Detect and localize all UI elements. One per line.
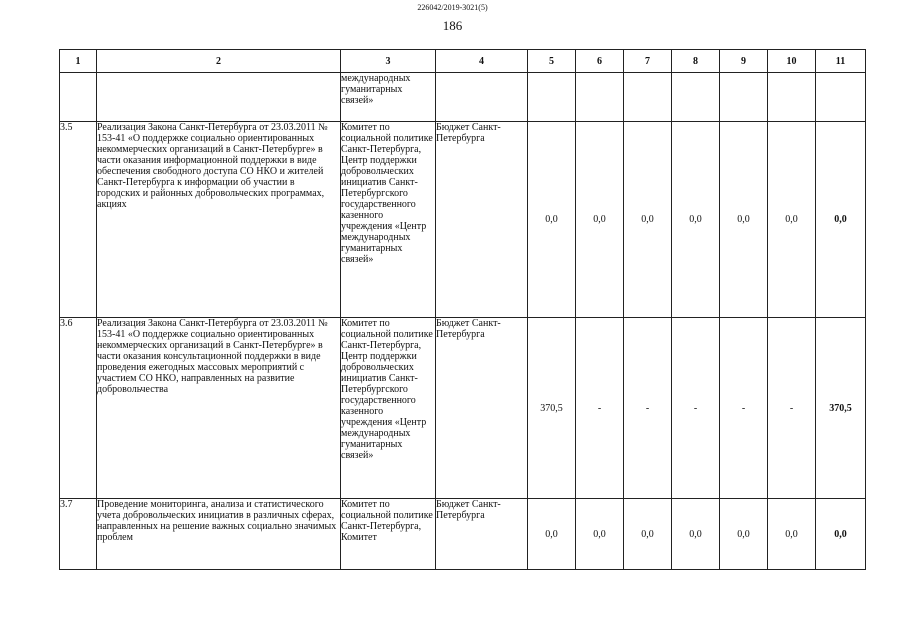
table-row	[60, 122, 866, 318]
activity-name: Реализация Закона Санкт-Петербурга от 23.03.2011 № 153-41 «О поддержке социально ориентированных некоммерческих организаций в Санкт-Петербурге» в части оказания консультационной поддержки в виде проведения ежегодных массовых мероприятий с участием СО НКО, направленных на развитие добровольчества	[97, 318, 341, 499]
column-header: 7	[624, 50, 672, 73]
value-cell: -	[720, 318, 768, 499]
program-table	[59, 49, 866, 570]
value-cell: -	[576, 318, 624, 499]
document-id: 226042/2019-3021(5)	[417, 3, 488, 12]
value-cell: 0,0	[624, 499, 672, 570]
column-header: 4	[436, 50, 528, 73]
funding-source: Бюджет Санкт-Петербурга	[436, 499, 528, 570]
total-cell: 0,0	[816, 122, 866, 318]
column-header: 10	[768, 50, 816, 73]
value-cell: 0,0	[528, 122, 576, 318]
row-number: 3.5	[60, 122, 97, 318]
value-cell: -	[768, 318, 816, 499]
page-number: 186	[442, 18, 463, 33]
executor-cell: Комитет по социальной политике Санкт-Петербурга, Комитет	[341, 499, 436, 570]
value-cell: 0,0	[576, 499, 624, 570]
table-row	[60, 499, 866, 570]
activity-name: Проведение мониторинга, анализа и статистического учета добровольческих инициатив в различных сферах, направленных на решение важных социально значимых проблем	[97, 499, 341, 570]
column-header: 3	[341, 50, 436, 73]
column-header: 5	[528, 50, 576, 73]
table-row	[60, 318, 866, 499]
value-cell: 0,0	[528, 499, 576, 570]
column-header: 9	[720, 50, 768, 73]
activity-name: Реализация Закона Санкт-Петербурга от 23.03.2011 № 153-41 «О поддержке социально ориентированных некоммерческих организаций в Санкт-Петербурге» в части оказания информационной поддержки в виде обеспечения свободного доступа СО НКО и жителей Санкт-Петербурга к информации об участии в городских и районных добровольческих программах, акциях	[97, 122, 341, 318]
value-cell: -	[624, 318, 672, 499]
executor-cell: международных гуманитарных связей»	[341, 73, 436, 122]
value-cell: -	[672, 318, 720, 499]
executor-cell: Комитет по социальной политике Санкт-Петербурга, Центр поддержки добровольческих инициатив Санкт-Петербургского государственного казенного учреждения «Центр международных гуманитарных связей»	[341, 122, 436, 318]
column-header: 6	[576, 50, 624, 73]
value-cell: 0,0	[672, 122, 720, 318]
header-row	[60, 50, 866, 73]
value-cell: 0,0	[672, 499, 720, 570]
funding-source: Бюджет Санкт-Петербурга	[436, 318, 528, 499]
column-header: 2	[97, 50, 341, 73]
value-cell: 370,5	[528, 318, 576, 499]
total-cell: 370,5	[816, 318, 866, 499]
value-cell: 0,0	[624, 122, 672, 318]
value-cell: 0,0	[720, 499, 768, 570]
executor-cell: Комитет по социальной политике Санкт-Петербурга, Центр поддержки добровольческих инициатив Санкт-Петербургского государственного казенного учреждения «Центр международных гуманитарных связей»	[341, 318, 436, 499]
value-cell: 0,0	[768, 122, 816, 318]
funding-source: Бюджет Санкт-Петербурга	[436, 122, 528, 318]
value-cell: 0,0	[576, 122, 624, 318]
total-cell: 0,0	[816, 499, 866, 570]
value-cell: 0,0	[720, 122, 768, 318]
continuation-row	[60, 73, 866, 122]
row-number: 3.7	[60, 499, 97, 570]
column-header: 8	[672, 50, 720, 73]
value-cell: 0,0	[768, 499, 816, 570]
column-header: 11	[816, 50, 866, 73]
column-header: 1	[60, 50, 97, 73]
row-number: 3.6	[60, 318, 97, 499]
